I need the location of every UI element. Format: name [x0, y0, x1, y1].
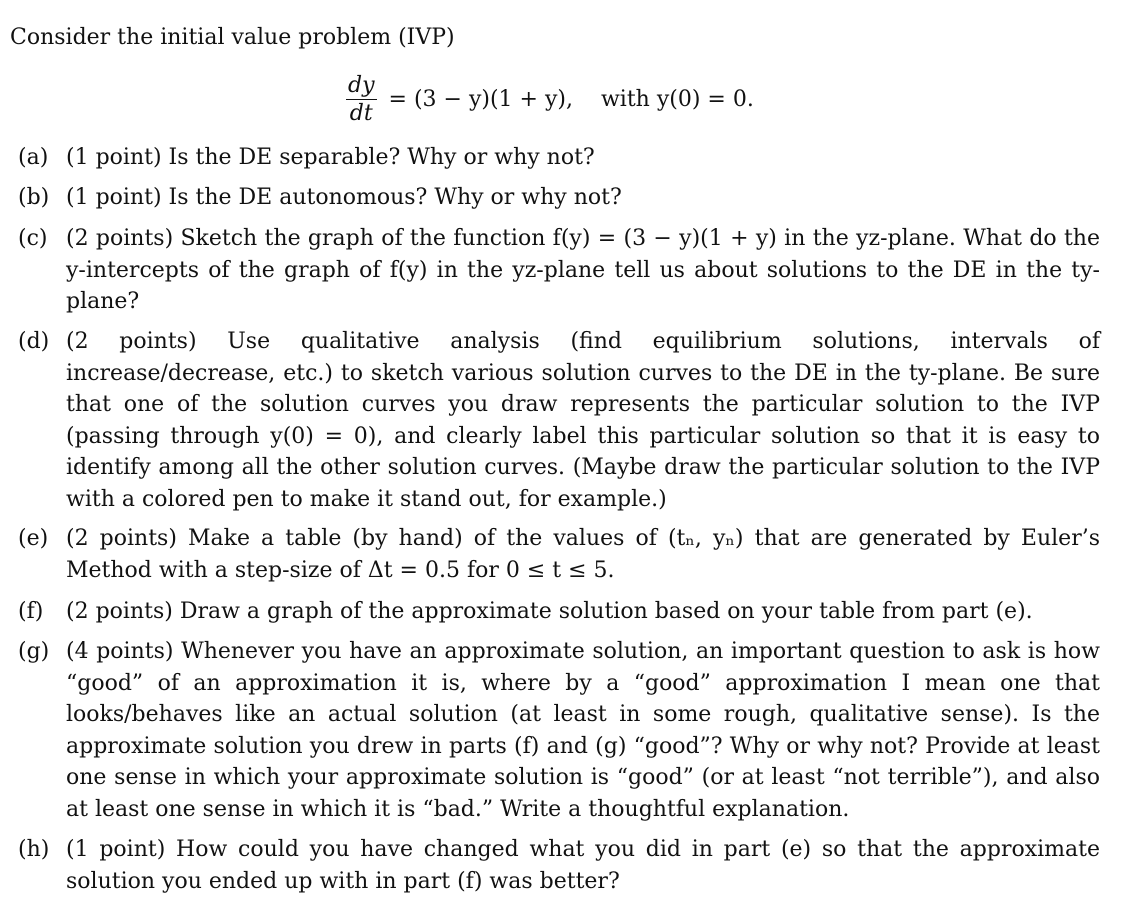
part-f	[18, 596, 1100, 628]
part-g	[18, 636, 1100, 825]
part-text: (4 points) Whenever you have an approximate solution, an important question to ask is how “good” of an approximation it is, where by a “good” approximation I mean one that looks/behaves like an actual solution (at least in some rough, qualitative sense). Is the approximate solution you drew in parts (f) and (g) “good”? Why or why not? Provide at least one sense in which your approximate solution is “good” (or at least “not terrible”), and also at least one sense in which it is “bad.” Write a thoughtful explanation.	[66, 639, 1100, 822]
part-h	[18, 834, 1100, 897]
part-text: (1 point) Is the DE autonomous? Why or why not?	[66, 185, 622, 210]
intro-text: Consider the initial value problem (IVP)	[10, 25, 455, 50]
initial-condition: with y(0) = 0.	[600, 87, 754, 113]
fraction-numerator: dy	[348, 72, 375, 98]
part-text: (2 points) Use qualitative analysis (find equilibrium solutions, intervals of increase/decrease, etc.) to sketch various solution curves to the DE in the ty-plane. Be sure that one of the solution curves you draw represents the particular solution to the IVP (passing through y(0) = 0), and clearly label this particular solution so that it is easy to identify among all the other solution curves. (Maybe draw the particular solution to the IVP with a colored pen to make it stand out, for example.)	[66, 329, 1100, 512]
part-text: (2 points) Draw a graph of the approximate solution based on your table from part (e).	[66, 599, 1033, 624]
part-label: (h)	[18, 837, 50, 862]
equation-right-side: = (3 − y)(1 + y),	[388, 87, 573, 113]
fraction-denominator: dt	[349, 100, 373, 126]
part-label: (g)	[18, 639, 50, 664]
ivp-equation	[346, 68, 754, 132]
part-c	[18, 223, 1100, 318]
part-label: (f)	[18, 599, 44, 624]
part-e	[18, 523, 1100, 586]
part-text: (1 point) Is the DE separable? Why or why not?	[66, 145, 595, 170]
part-label: (b)	[18, 185, 50, 210]
part-b	[18, 182, 1100, 214]
part-a	[18, 142, 1100, 174]
part-label: (d)	[18, 329, 50, 354]
part-label: (e)	[18, 526, 49, 551]
part-text: (2 points) Make a table (by hand) of the values of (tₙ, yₙ) that are generated by Euler’s Method with a step-size of Δt = 0.5 for 0 ≤ t ≤ 5.	[66, 526, 1100, 583]
part-label: (a)	[18, 145, 49, 170]
part-label: (c)	[18, 226, 48, 251]
part-text: (1 point) How could you have changed what you did in part (e) so that the approximate solution you ended up with in part (f) was better?	[66, 837, 1100, 894]
part-text: (2 points) Sketch the graph of the function f(y) = (3 − y)(1 + y) in the yz-plane. What do the y-intercepts of the graph of f(y) in the yz-plane tell us about solutions to the DE in the ty-plane?	[66, 226, 1100, 314]
part-d	[18, 326, 1100, 515]
derivative-fraction	[346, 73, 377, 128]
